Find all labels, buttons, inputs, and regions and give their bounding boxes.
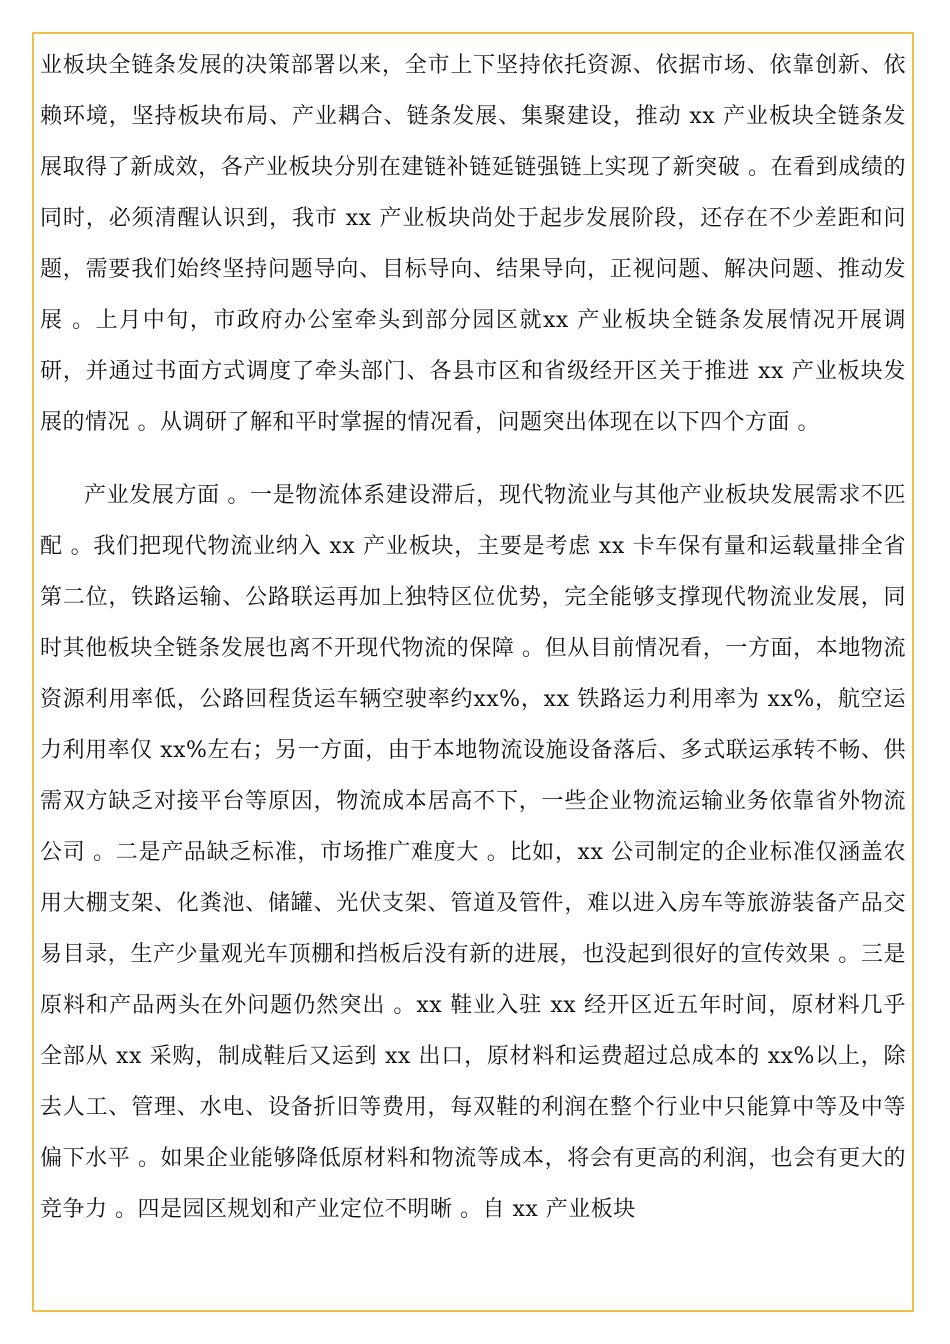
document-body (40, 40, 906, 1235)
paragraph-1: 业板块全链条发展的决策部署以来，全市上下坚持依托资源、依据市场、依靠创新、依赖环境，坚持板块布局、产业耦合、链条发展、集聚建设，推动 xx 产业板块全链条发展取得了新成效，各产业板块分别在建链补链延链强链上实现了新突破 。在看到成绩的同时，必须清醒认识到，我市 xx 产业板块尚处于起步发展阶段，还存在不少差距和问题，需要我们始终坚持问题导向、目标导向、结果导向，正视问题、解决问题、推动发展 。上月中旬，市政府办公室牵头到部分园区就xx 产业板块全链条发展情况开展调研，并通过书面方式调度了牵头部门、各县市区和省级经开区关于推进 xx 产业板块发展的情况 。从调研了解和平时掌握的情况看，问题突出体现在以下四个方面 。 (40, 53, 906, 435)
paragraph-2: 产业发展方面 。一是物流体系建设滞后，现代物流业与其他产业板块发展需求不匹配 。我们把现代物流业纳入 xx 产业板块，主要是考虑 xx 卡车保有量和运载量排全省第二位，铁路运输、公路联运再加上独特区位优势，完全能够支撑现代物流业发展，同时其他板块全链条发展也离不开现代物流的保障 。但从目前情况看，一方面，本地物流资源利用率低，公路回程货运车辆空驶率约xx%，xx 铁路运力利用率为 xx%，航空运力利用率仅 xx%左右；另一方面，由于本地物流设施设备落后、多式联运承转不畅、供需双方缺乏对接平台等原因，物流成本居高不下，一些企业物流运输业务依靠省外物流公司 。二是产品缺乏标准，市场推广难度大 。比如，xx 公司制定的企业标准仅涵盖农用大棚支架、化粪池、储罐、光伏支架、管道及管件，难以进入房车等旅游装备产品交易目录，生产少量观光车顶棚和挡板后没有新的进展，也没起到很好的宣传效果 。三是原料和产品两头在外问题仍然突出 。xx 鞋业入驻 xx 经开区近五年时间，原材料几乎全部从 xx 采购，制成鞋后又运到 xx 出口，原材料和运费超过总成本的 xx%以上，除去人工、管理、水电、设备折旧等费用，每双鞋的利润在整个行业中只能算中等及中等偏下水平 。如果企业能够降低原材料和物流等成本，将会有更高的利润，也会有更大的竞争力 。四是园区规划和产业定位不明晰 。自 xx 产业板块 (40, 483, 906, 1222)
paragraph-spacer (40, 448, 906, 470)
